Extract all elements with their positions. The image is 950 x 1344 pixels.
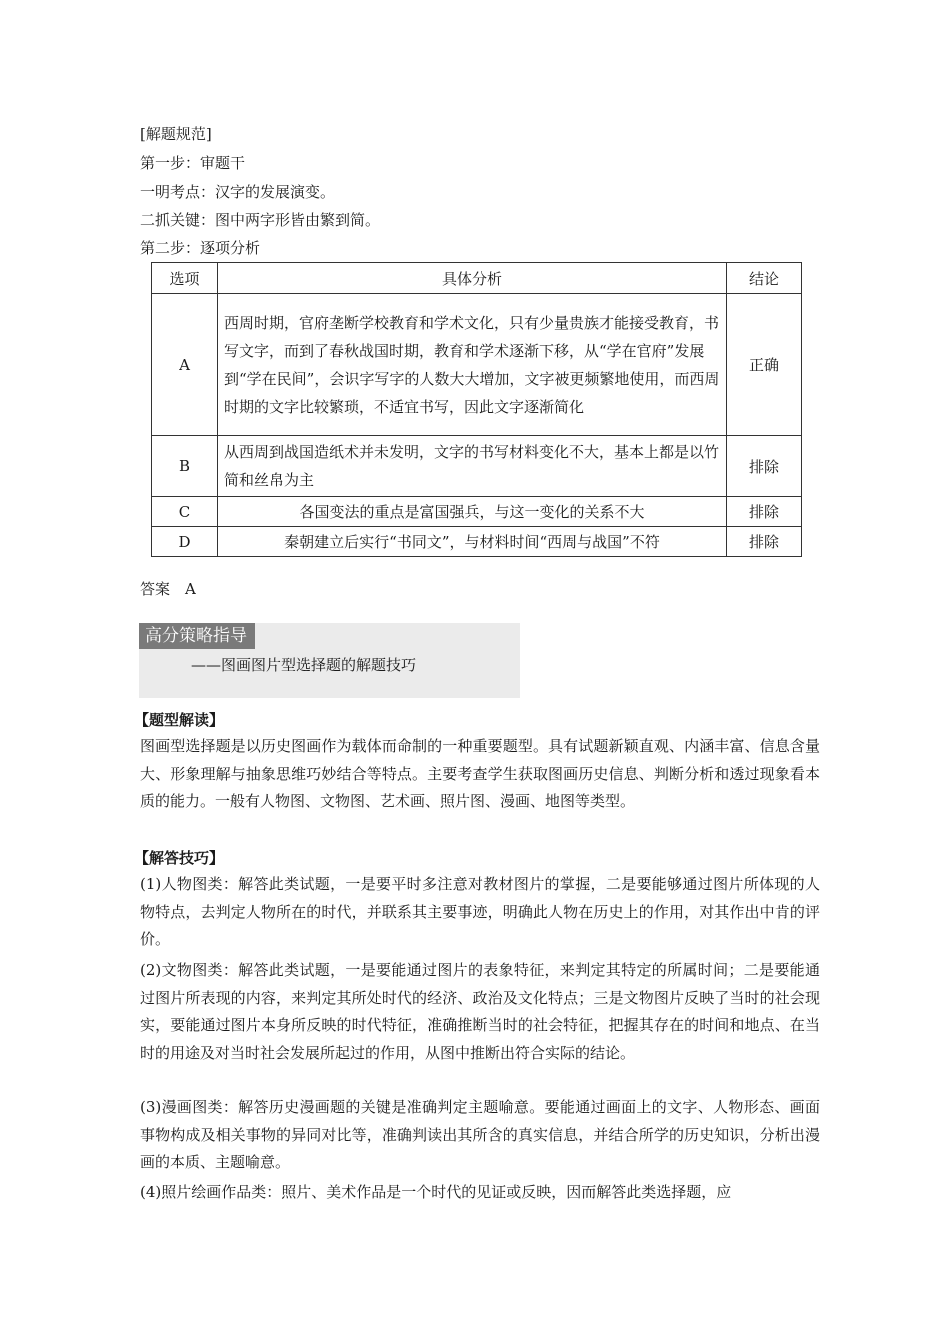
technique-item: (1)人物图类：解答此类试题，一是要平时多注意对教材图片的掌握，二是要能够通过图片所体现的人物特点，去判定人物所在的时代，并联系其主要事迹，明确此人物在历史上的作用，对其作出中肯的评价。: [140, 875, 820, 948]
table-row: [152, 294, 802, 436]
row-analysis: 各国变法的重点是富国强兵，与这一变化的关系不大: [299, 502, 645, 521]
technique-item: (4)照片绘画作品类：照片、美术作品是一个时代的见证或反映，因而解答此类选择题，应: [140, 1183, 732, 1201]
key-point: 二抓关键：图中两字形皆由繁到简。: [140, 211, 381, 229]
table-row: [152, 527, 802, 557]
option-analysis-table: [151, 262, 802, 557]
solution-norm-label: [解题规范]: [140, 125, 212, 143]
table-row: [152, 497, 802, 527]
banner-title: 高分策略指导: [139, 623, 255, 649]
header-analysis: 具体分析: [218, 263, 727, 294]
row-result: 排除: [727, 436, 802, 497]
row-analysis: 西周时期，官府垄断学校教育和学术文化，只有少量贵族才能接受教育，书写文字，而到了春秋战国时期，教育和学术逐渐下移，从“学在官府”发展到“学在民间”，会识字写字的人数大大增加，文字被更频繁地使用，而西周时期的文字比较繁琐，不适宜书写，因此文字逐渐简化: [224, 313, 720, 416]
exam-point: 一明考点：汉字的发展演变。: [140, 183, 336, 201]
row-option: B: [152, 436, 218, 497]
type-reading-text: 图画型选择题是以历史图画作为载体而命制的一种重要题型。具有试题新颖直观、内涵丰富、信息含量大、形象理解与抽象思维巧妙结合等特点。主要考查学生获取图画历史信息、判断分析和透过现象看本质的能力。一般有人物图、文物图、艺术画、照片图、漫画、地图等类型。: [140, 737, 820, 810]
step-two: 第二步：逐项分析: [140, 239, 261, 257]
banner-subtitle: ——图画图片型选择题的解题技巧: [191, 656, 417, 674]
answer-line: 答案 A: [140, 580, 196, 598]
table-row: [152, 436, 802, 497]
table-header-row: [152, 263, 802, 294]
row-result: 排除: [727, 497, 802, 527]
row-analysis: 秦朝建立后实行“书同文”，与材料时间“西周与战国”不符: [284, 532, 660, 551]
type-reading-heading: 【题型解读】: [134, 711, 225, 729]
techniques-heading: 【解答技巧】: [134, 849, 225, 867]
technique-item: (3)漫画图类：解答历史漫画题的关键是准确判定主题喻意。要能通过画面上的文字、人物形态、画面事物构成及相关事物的异同对比等，准确判读出其所含的真实信息，并结合所学的历史知识，分析出漫画的本质、主题喻意。: [140, 1098, 820, 1171]
row-option: A: [152, 294, 218, 436]
technique-item: (2)文物图类：解答此类试题，一是要能通过图片的表象特征，来判定其特定的所属时间；二是要能通过图片所表现的内容，来判定其所处时代的经济、政治及文化特点；三是文物图片反映了当时的社会现实，要能通过图片本身所反映的时代特征，准确推断当时的社会特征，把握其存在的时间和地点、在当时的用途及对当时社会发展所起过的作用，从图中推断出符合实际的结论。: [140, 961, 820, 1062]
row-result: 排除: [727, 527, 802, 557]
row-analysis: 从西周到战国造纸术并未发明，文字的书写材料变化不大，基本上都是以竹简和丝帛为主: [224, 443, 720, 489]
header-option: 选项: [152, 263, 218, 294]
row-option: D: [152, 527, 218, 557]
strategy-banner: [139, 623, 520, 698]
step-one: 第一步：审题干: [140, 154, 246, 172]
header-result: 结论: [727, 263, 802, 294]
row-result: 正确: [727, 294, 802, 436]
row-option: C: [152, 497, 218, 527]
